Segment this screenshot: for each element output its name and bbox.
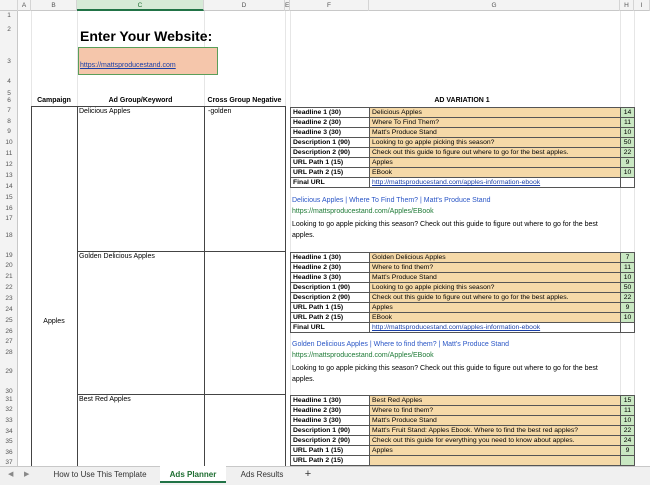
- field-label: Description 2 (90): [291, 436, 370, 446]
- row-header[interactable]: 16: [5, 205, 13, 212]
- row-header[interactable]: 12: [5, 161, 13, 168]
- table-row[interactable]: [291, 138, 635, 148]
- row-header[interactable]: 28: [5, 349, 13, 356]
- table-row[interactable]: [291, 263, 635, 273]
- table-row[interactable]: [291, 293, 635, 303]
- char-count: 9: [621, 158, 635, 168]
- field-value[interactable]: Where To Find Them?: [370, 118, 621, 128]
- page-title: Enter Your Website:: [80, 28, 213, 44]
- field-value[interactable]: Apples: [370, 303, 621, 313]
- table-row[interactable]: [291, 426, 635, 436]
- row-header[interactable]: 18: [5, 232, 13, 239]
- char-count: 10: [621, 168, 635, 178]
- field-label: URL Path 1 (15): [291, 303, 370, 313]
- ad-group-cell[interactable]: [77, 251, 205, 395]
- char-count: 10: [621, 128, 635, 138]
- char-count: 10: [621, 273, 635, 283]
- negative-keyword: -golden: [208, 108, 232, 115]
- field-label: URL Path 2 (15): [291, 456, 370, 466]
- field-label: URL Path 1 (15): [291, 446, 370, 456]
- add-sheet-button[interactable]: +: [304, 468, 312, 480]
- field-value[interactable]: Golden Delicious Apples: [370, 253, 621, 263]
- char-count: [621, 178, 635, 188]
- row-header[interactable]: 5: [7, 90, 11, 97]
- char-count: 24: [621, 436, 635, 446]
- field-label: Description 2 (90): [291, 293, 370, 303]
- row-header[interactable]: 30: [5, 388, 13, 395]
- table-row[interactable]: [291, 108, 635, 118]
- field-value[interactable]: Check out this guide to figure out where to go for the best apples.: [370, 293, 621, 303]
- table-row[interactable]: [291, 148, 635, 158]
- column-header-c[interactable]: C: [77, 0, 204, 11]
- row-header[interactable]: 10: [5, 139, 13, 146]
- field-value[interactable]: Best Red Apples: [370, 396, 621, 406]
- field-value[interactable]: [370, 456, 621, 466]
- column-header-b[interactable]: B: [31, 0, 77, 11]
- row-header[interactable]: 31: [5, 396, 13, 403]
- table-row[interactable]: [291, 168, 635, 178]
- table-row[interactable]: [291, 436, 635, 446]
- field-label: Headline 1 (30): [291, 253, 370, 263]
- row-header[interactable]: 19: [5, 252, 13, 259]
- char-count: 11: [621, 263, 635, 273]
- char-count: 10: [621, 416, 635, 426]
- row-header[interactable]: 17: [5, 215, 13, 222]
- char-count: 9: [621, 446, 635, 456]
- table-row[interactable]: [291, 406, 635, 416]
- row-header[interactable]: 24: [5, 306, 13, 313]
- field-label: URL Path 2 (15): [291, 168, 370, 178]
- campaign-name: Apples: [43, 318, 65, 325]
- field-value[interactable]: EBook: [370, 168, 621, 178]
- row-header[interactable]: 29: [5, 368, 13, 375]
- ad-variation-table: [290, 107, 635, 188]
- tab-scroll-right-icon[interactable]: ▶: [24, 471, 30, 478]
- ad-variation-table: [290, 395, 635, 466]
- row-header[interactable]: 3: [7, 58, 11, 65]
- column-header-h[interactable]: H: [620, 0, 634, 11]
- field-value[interactable]: Looking to go apple picking this season?: [370, 283, 621, 293]
- column-header-i[interactable]: I: [634, 0, 650, 11]
- row-header[interactable]: 15: [5, 194, 13, 201]
- select-all-corner[interactable]: [0, 0, 18, 11]
- char-count: 10: [621, 313, 635, 323]
- campaign-header: Campaign: [37, 97, 71, 104]
- website-input-cell[interactable]: [78, 47, 218, 75]
- ad-group-header: Ad Group/Keyword: [108, 97, 173, 104]
- char-count: 11: [621, 406, 635, 416]
- table-row[interactable]: [291, 283, 635, 293]
- row-header[interactable]: 20: [5, 262, 13, 269]
- campaign-cell[interactable]: [31, 106, 78, 466]
- row-header[interactable]: 13: [5, 172, 13, 179]
- char-count: 15: [621, 396, 635, 406]
- ad-variation-table: [290, 252, 635, 333]
- cross-group-negative-header: Cross Group Negative: [207, 97, 282, 104]
- field-value[interactable]: Apples: [370, 158, 621, 168]
- column-header-f[interactable]: F: [290, 0, 369, 11]
- row-header[interactable]: 8: [7, 118, 11, 125]
- field-value[interactable]: Where to find them?: [370, 406, 621, 416]
- char-count: [621, 456, 635, 466]
- field-label: Headline 2 (30): [291, 263, 370, 273]
- table-row[interactable]: [291, 253, 635, 263]
- field-value[interactable]: Matt's Produce Stand: [370, 128, 621, 138]
- field-label: Headline 2 (30): [291, 406, 370, 416]
- column-header-g[interactable]: G: [369, 0, 620, 11]
- table-row[interactable]: [291, 313, 635, 323]
- table-row[interactable]: [291, 446, 635, 456]
- field-label: Description 1 (90): [291, 283, 370, 293]
- field-label: Headline 3 (30): [291, 416, 370, 426]
- field-value[interactable]: Check out this guide for everything you need to know about apples.: [370, 436, 621, 446]
- field-value[interactable]: Check out this guide to figure out where to go for the best apples.: [370, 148, 621, 158]
- char-count: [621, 323, 635, 333]
- char-count: 9: [621, 303, 635, 313]
- table-row[interactable]: [291, 323, 635, 333]
- row-header[interactable]: 14: [5, 183, 13, 190]
- char-count: 7: [621, 253, 635, 263]
- row-header[interactable]: 9: [7, 128, 11, 135]
- table-row[interactable]: [291, 128, 635, 138]
- column-header-e[interactable]: E: [285, 2, 290, 9]
- field-value[interactable]: EBook: [370, 313, 621, 323]
- field-label: Headline 3 (30): [291, 128, 370, 138]
- row-header[interactable]: 33: [5, 417, 13, 424]
- column-header-d[interactable]: D: [204, 0, 285, 11]
- field-label: Description 2 (90): [291, 148, 370, 158]
- cross-negative-cell[interactable]: [204, 394, 286, 466]
- field-label: Description 1 (90): [291, 426, 370, 436]
- table-row[interactable]: [291, 118, 635, 128]
- table-row[interactable]: [291, 178, 635, 188]
- row-header[interactable]: 23: [5, 295, 13, 302]
- field-value[interactable]: Matt's Fruit Stand: Apples Ebook. Where to find the best red apples?: [370, 426, 621, 436]
- column-header-a[interactable]: A: [18, 0, 31, 11]
- ad-preview-url: https://mattsproducestand.com/Apples/EBook: [292, 208, 434, 215]
- tab-how-to-use[interactable]: How to Use This Template: [53, 470, 147, 479]
- row-header[interactable]: 6: [7, 97, 11, 104]
- ad-preview-description-cont: apples.: [292, 376, 315, 383]
- char-count: 11: [621, 118, 635, 128]
- field-value[interactable]: Looking to go apple picking this season?: [370, 138, 621, 148]
- field-label: Headline 1 (30): [291, 396, 370, 406]
- row-header[interactable]: 37: [5, 459, 13, 466]
- row-header[interactable]: 22: [5, 284, 13, 291]
- row-header[interactable]: 35: [5, 438, 13, 445]
- ad-preview-description-cont: apples.: [292, 232, 315, 239]
- field-label: Headline 3 (30): [291, 273, 370, 283]
- tab-ads-planner[interactable]: Ads Planner: [160, 466, 226, 483]
- field-label: Description 1 (90): [291, 138, 370, 148]
- row-header[interactable]: 7: [7, 107, 11, 114]
- final-url-link[interactable]: http://mattsproducestand.com/apples-information-ebook: [370, 178, 621, 188]
- table-row[interactable]: [291, 303, 635, 313]
- field-value[interactable]: Delicious Apples: [370, 108, 621, 118]
- field-value[interactable]: Matt's Produce Stand: [370, 416, 621, 426]
- field-value[interactable]: Apples: [370, 446, 621, 456]
- row-header[interactable]: 21: [5, 273, 13, 280]
- ad-group-keyword: Best Red Apples: [79, 396, 131, 403]
- char-count: 50: [621, 283, 635, 293]
- website-link[interactable]: https://mattsproducestand.com: [80, 62, 176, 69]
- final-url-link[interactable]: http://mattsproducestand.com/apples-information-ebook: [370, 323, 621, 333]
- table-row[interactable]: [291, 396, 635, 406]
- table-row[interactable]: [291, 456, 635, 466]
- ad-preview-description: Looking to go apple picking this season? Check out this guide to figure out where to go for the best: [292, 221, 598, 228]
- row-header[interactable]: 4: [7, 78, 11, 85]
- row-header[interactable]: 26: [5, 328, 13, 335]
- ad-variation-header: AD VARIATION 1: [434, 97, 490, 104]
- ad-group-keyword: Golden Delicious Apples: [79, 253, 155, 260]
- char-count: 22: [621, 426, 635, 436]
- char-count: 50: [621, 138, 635, 148]
- field-label: Headline 2 (30): [291, 118, 370, 128]
- field-label: Headline 1 (30): [291, 108, 370, 118]
- row-header[interactable]: 1: [7, 12, 11, 19]
- char-count: 14: [621, 108, 635, 118]
- field-value[interactable]: Where to find them?: [370, 263, 621, 273]
- row-header[interactable]: 27: [5, 338, 13, 345]
- ad-preview-description: Looking to go apple picking this season? Check out this guide to figure out where to go for the best: [292, 365, 598, 372]
- field-label: Final URL: [291, 178, 370, 188]
- tab-ads-results[interactable]: Ads Results: [240, 470, 284, 479]
- ad-variation-clip: [290, 395, 635, 466]
- table-row[interactable]: [291, 158, 635, 168]
- field-label: URL Path 2 (15): [291, 313, 370, 323]
- table-row[interactable]: [291, 416, 635, 426]
- tab-scroll-left-icon[interactable]: ◀: [8, 471, 14, 478]
- ad-preview-headline: Golden Delicious Apples | Where to find them? | Matt's Produce Stand: [292, 341, 510, 348]
- ad-group-cell[interactable]: [77, 106, 205, 252]
- row-header[interactable]: 11: [5, 150, 13, 157]
- row-header[interactable]: 32: [5, 406, 13, 413]
- cross-negative-cell[interactable]: [204, 106, 286, 252]
- ad-preview-url: https://mattsproducestand.com/Apples/EBook: [292, 352, 434, 359]
- row-header[interactable]: 36: [5, 449, 13, 456]
- char-count: 22: [621, 293, 635, 303]
- row-header[interactable]: 2: [7, 26, 11, 33]
- char-count: 22: [621, 148, 635, 158]
- cross-negative-cell[interactable]: [204, 251, 286, 395]
- row-header[interactable]: 25: [5, 317, 13, 324]
- field-label: URL Path 1 (15): [291, 158, 370, 168]
- ad-preview-headline: Delicious Apples | Where To Find Them? | Matt's Produce Stand: [292, 197, 491, 204]
- table-row[interactable]: [291, 273, 635, 283]
- ad-group-cell[interactable]: [77, 394, 205, 466]
- ad-group-keyword: Delicious Apples: [79, 108, 131, 115]
- field-value[interactable]: Matt's Produce Stand: [370, 273, 621, 283]
- row-header[interactable]: 34: [5, 428, 13, 435]
- field-label: Final URL: [291, 323, 370, 333]
